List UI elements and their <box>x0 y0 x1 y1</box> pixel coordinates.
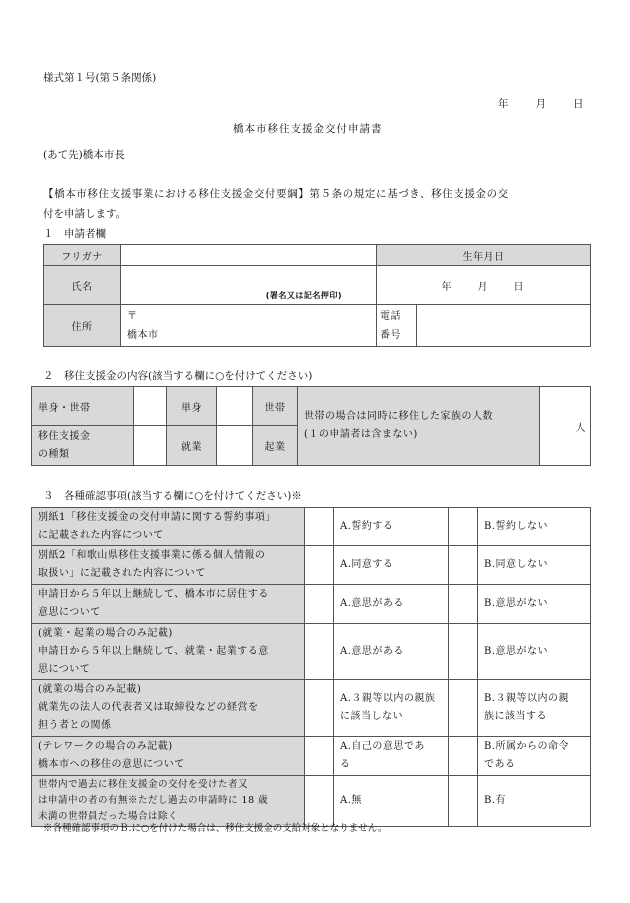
name-label: 氏名 <box>44 266 121 305</box>
option-b-mark-cell[interactable] <box>449 737 478 776</box>
option-b-label: B.同意しない <box>478 546 591 585</box>
address-field[interactable] <box>121 305 377 347</box>
option-b-mark-cell[interactable] <box>449 680 478 737</box>
option-a-mark-cell[interactable] <box>305 546 334 585</box>
household-label: 世帯 <box>253 387 298 426</box>
option-b-mark-cell[interactable] <box>449 508 478 546</box>
option-b-mark-cell[interactable] <box>449 624 478 680</box>
option-b-label: B.３親等以内の親 族に該当する <box>478 680 591 737</box>
support-type-label: 移住支援金 の種類 <box>32 426 134 466</box>
option-b-mark-cell[interactable] <box>449 546 478 585</box>
name-field[interactable] <box>121 266 377 305</box>
option-a-label: A.同意する <box>334 546 449 585</box>
confirmation-item: (就業・起業の場合のみ記載) 申請日から５年以上継続して、就業・起業する意 思について <box>32 624 305 680</box>
birthdate-label: 生年月日 <box>377 245 591 266</box>
option-a-label: A.自己の意思であ る <box>334 737 449 776</box>
intro-line-2: 付を申請します。 <box>43 208 127 220</box>
option-a-label: A.意思がある <box>334 624 449 680</box>
option-b-label: B.所属からの命令 である <box>478 737 591 776</box>
phone-label-line1: 電話 <box>380 310 401 322</box>
addressee: (あて先)橋本市長 <box>43 149 125 161</box>
startup-label: 起業 <box>253 426 298 466</box>
intro-line-1: 【橋本市移住支援事業における移住支援金交付要綱】第５条の規定に基づき、移住支援金の交 <box>43 188 509 200</box>
section1-heading: １ 申請者欄 <box>43 228 106 240</box>
address-value: 橋本市 <box>127 329 159 341</box>
document-title: 橋本市移住支援金交付申請書 <box>233 123 383 135</box>
confirmation-item: (テレワークの場合のみ記載) 橋本市への移住の意思について <box>32 737 305 776</box>
phone-field[interactable] <box>417 305 591 347</box>
support-content-table <box>31 386 591 466</box>
footnote: ※各種確認事項のＢ.に○を付けた場合は、移住支援金の支給対象となりません。 <box>43 823 388 834</box>
furigana-label: フリガナ <box>44 245 121 266</box>
option-b-mark-cell[interactable] <box>449 776 478 827</box>
option-a-label: A.誓約する <box>334 508 449 546</box>
option-a-mark-cell[interactable] <box>305 776 334 827</box>
people-count-field[interactable] <box>540 387 591 466</box>
single-household-mark-cell[interactable] <box>134 387 167 426</box>
section3-heading: ３ 各種確認事項(該当する欄に○を付けてください)※ <box>43 490 302 502</box>
employment-label: 就業 <box>167 426 217 466</box>
option-a-mark-cell[interactable] <box>305 585 334 624</box>
option-a-label: A.３親等以内の親族 に該当しない <box>334 680 449 737</box>
option-a-label: A.無 <box>334 776 449 827</box>
birthdate-field[interactable]: 年 月 日 <box>377 266 591 305</box>
address-label: 住所 <box>44 305 121 347</box>
option-b-label: B.意思がない <box>478 585 591 624</box>
confirmation-item: 申請日から５年以上継続して、橋本市に居住する 意思について <box>32 585 305 624</box>
single-household-label: 単身・世帯 <box>32 387 134 426</box>
support-type-mark-cell[interactable] <box>134 426 167 466</box>
option-a-mark-cell[interactable] <box>305 737 334 776</box>
section2-heading: ２ 移住支援金の内容(該当する欄に○を付けてください) <box>43 370 313 382</box>
option-a-mark-cell[interactable] <box>305 680 334 737</box>
postal-mark: 〒 <box>127 310 138 322</box>
people-unit: 人 <box>575 422 586 434</box>
option-b-mark-cell[interactable] <box>449 585 478 624</box>
confirmation-item: 別紙1「移住支援金の交付申請に関する誓約事項」 に記載された内容について <box>32 508 305 546</box>
option-b-label: B.意思がない <box>478 624 591 680</box>
employment-mark-cell[interactable] <box>217 426 253 466</box>
confirmation-item: 世帯内で過去に移住支援金の交付を受けた者又 は申請中の者の有無※ただし過去の申請時に 18 歳 未満の世帯員だった場合は除く <box>32 776 305 827</box>
confirmation-table <box>31 507 591 827</box>
form-number: 様式第１号(第５条関係) <box>43 72 157 84</box>
option-a-label: A.意思がある <box>334 585 449 624</box>
option-a-mark-cell[interactable] <box>305 508 334 546</box>
household-note: 世帯の場合は同時に移住した家族の人数 (１の申請者は含まない) <box>298 387 540 466</box>
confirmation-item: (就業の場合のみ記載) 就業先の法人の代表者又は取締役などの経営を 担う者との関係 <box>32 680 305 737</box>
single-label: 単身 <box>167 387 217 426</box>
applicant-table <box>43 244 591 347</box>
option-a-mark-cell[interactable] <box>305 624 334 680</box>
confirmation-item: 別紙2「和歌山県移住支援事業に係る個人情報の 取扱い」に記載された内容について <box>32 546 305 585</box>
seal-note: (署名又は記名押印) <box>265 291 342 300</box>
single-mark-cell[interactable] <box>217 387 253 426</box>
option-b-label: B.誓約しない <box>478 508 591 546</box>
date-line: 年 月 日 <box>498 98 586 110</box>
phone-label-line2: 番号 <box>380 329 401 341</box>
option-b-label: B.有 <box>478 776 591 827</box>
phone-label <box>377 305 417 347</box>
furigana-field[interactable] <box>121 245 377 266</box>
